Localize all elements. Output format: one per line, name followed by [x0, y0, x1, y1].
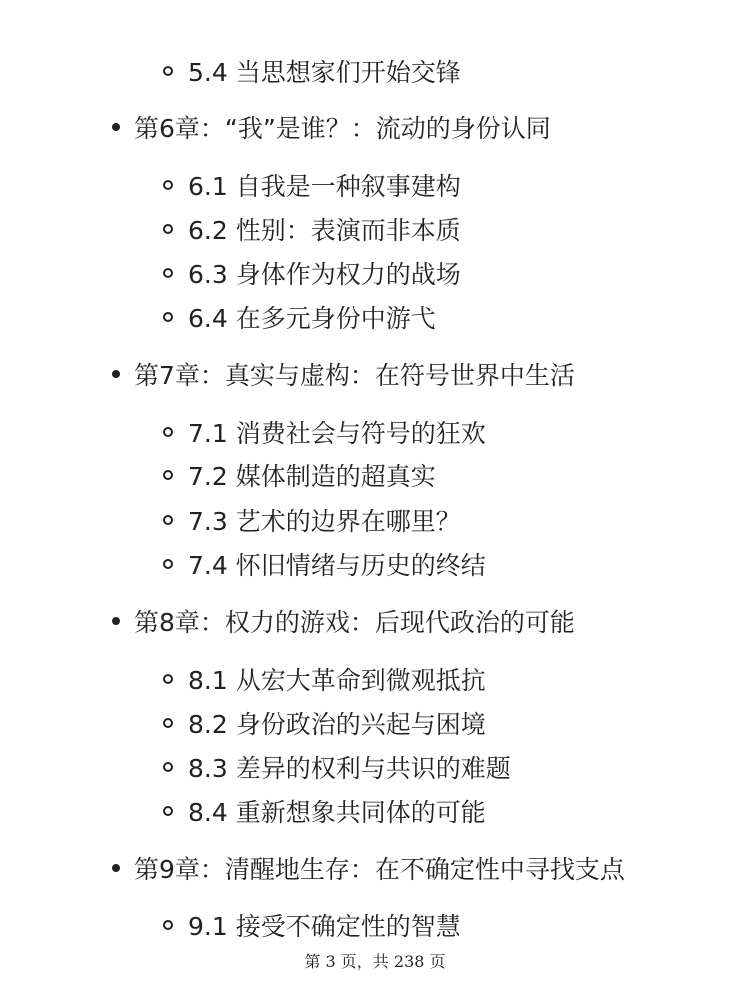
disc-bullet-icon — [112, 370, 120, 378]
section-title: 9.1 接受不确定性的智慧 — [188, 912, 461, 941]
chapter-item — [112, 109, 551, 145]
circle-bullet-icon — [163, 66, 173, 76]
disc-bullet-icon — [112, 864, 120, 872]
section-item — [163, 457, 436, 493]
section-item — [163, 211, 461, 247]
section-item — [163, 661, 486, 697]
circle-bullet-icon — [163, 806, 173, 816]
section-item — [163, 299, 436, 335]
section-item — [163, 907, 461, 943]
section-title: 5.4 当思想家们开始交锋 — [188, 58, 461, 87]
section-item — [163, 167, 461, 203]
section-item — [163, 793, 486, 829]
circle-bullet-icon — [163, 674, 173, 684]
chapter-title: 第9章：清醒地生存：在不确定性中寻找支点 — [134, 855, 625, 884]
chapter-item — [112, 356, 575, 392]
disc-bullet-icon — [112, 617, 120, 625]
circle-bullet-icon — [163, 762, 173, 772]
section-item — [163, 255, 461, 291]
circle-bullet-icon — [163, 718, 173, 728]
section-title: 8.3 差异的权利与共识的难题 — [188, 754, 511, 783]
circle-bullet-icon — [163, 180, 173, 190]
chapter-item — [112, 603, 575, 639]
circle-bullet-icon — [163, 470, 173, 480]
circle-bullet-icon — [163, 224, 173, 234]
section-item — [163, 502, 461, 538]
section-title: 7.1 消费社会与符号的狂欢 — [188, 419, 486, 448]
circle-bullet-icon — [163, 559, 173, 569]
section-title: 8.2 身份政治的兴起与困境 — [188, 710, 486, 739]
section-item — [163, 705, 486, 741]
section-item — [163, 53, 461, 89]
circle-bullet-icon — [163, 515, 173, 525]
chapter-title: 第8章：权力的游戏：后现代政治的可能 — [134, 608, 575, 637]
section-title: 6.2 性别：表演而非本质 — [188, 216, 461, 245]
circle-bullet-icon — [163, 920, 173, 930]
chapter-item — [112, 850, 625, 886]
section-item — [163, 414, 486, 450]
disc-bullet-icon — [112, 123, 120, 131]
section-title: 6.3 身体作为权力的战场 — [188, 260, 461, 289]
circle-bullet-icon — [163, 427, 173, 437]
section-title: 6.1 自我是一种叙事建构 — [188, 172, 461, 201]
chapter-title: 第6章：“我”是谁？：流动的身份认同 — [134, 114, 551, 143]
page-number-footer: 第 3 页，共 238 页 — [304, 952, 446, 971]
circle-bullet-icon — [163, 312, 173, 322]
section-item — [163, 546, 486, 582]
section-title: 8.4 重新想象共同体的可能 — [188, 798, 486, 827]
section-item — [163, 749, 511, 785]
section-title: 7.2 媒体制造的超真实 — [188, 462, 436, 491]
circle-bullet-icon — [163, 268, 173, 278]
section-title: 6.4 在多元身份中游弋 — [188, 304, 436, 333]
section-title: 8.1 从宏大革命到微观抵抗 — [188, 666, 486, 695]
section-title: 7.4 怀旧情绪与历史的终结 — [188, 551, 486, 580]
section-title: 7.3 艺术的边界在哪里？ — [188, 507, 461, 536]
chapter-title: 第7章：真实与虚构：在符号世界中生活 — [134, 361, 575, 390]
